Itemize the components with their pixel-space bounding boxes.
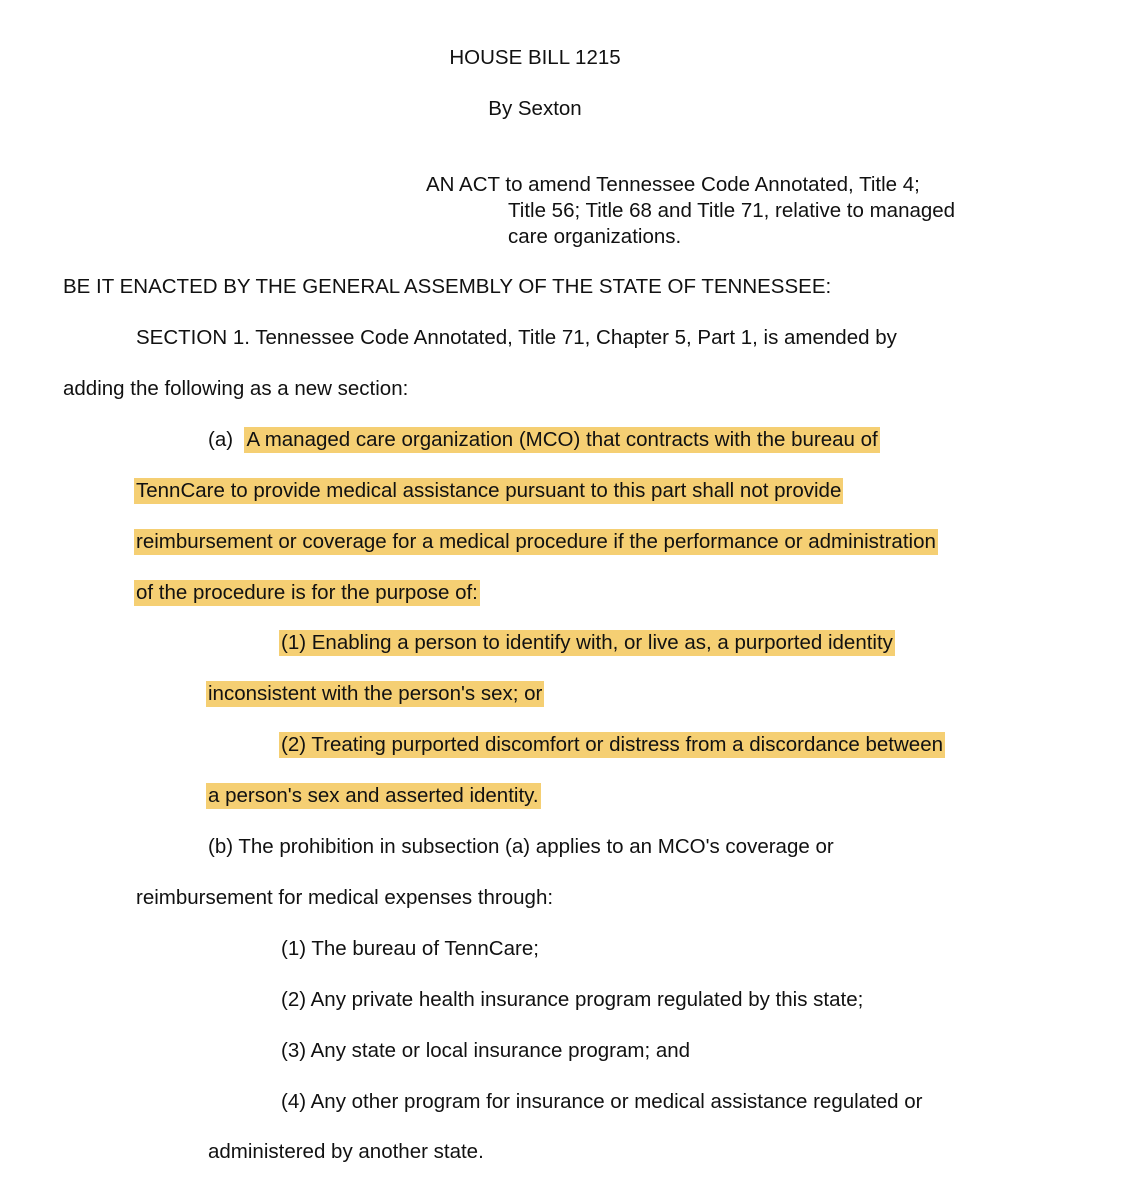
- subsection-a-line: [134, 529, 938, 555]
- subsection-a-item-2: [279, 732, 945, 758]
- caption-line: Title 56; Title 68 and Title 71, relative to managed: [508, 199, 956, 222]
- subsection-b-item-1: (1) The bureau of TennCare;: [281, 937, 539, 960]
- subsection-b-line: reimbursement for medical expenses through:: [136, 886, 554, 909]
- subsection-b-item-2: (2) Any private health insurance program regulated by this state;: [281, 988, 864, 1011]
- highlighted-text: a person's sex and asserted identity.: [208, 784, 539, 807]
- caption-line: AN ACT to amend Tennessee Code Annotated, Title 4;: [426, 173, 920, 196]
- subsection-a-line: [134, 478, 843, 504]
- highlighted-text: (1) Enabling a person to identify with, or live as, a purported identity: [281, 631, 893, 654]
- subsection-b-first-line: (b) The prohibition in subsection (a) applies to an MCO's coverage or: [208, 835, 834, 858]
- highlighted-text: inconsistent with the person's sex; or: [208, 682, 543, 705]
- highlighted-text: of the procedure is for the purpose of:: [136, 581, 478, 604]
- subsection-a-item-1: [279, 630, 895, 656]
- subsection-a-first-line: [208, 427, 880, 453]
- caption-line: care organizations.: [508, 225, 682, 248]
- bill-title: HOUSE BILL 1215: [449, 46, 621, 69]
- section-1-intro: SECTION 1. Tennessee Code Annotated, Title 71, Chapter 5, Part 1, is amended by: [136, 326, 897, 349]
- bill-sponsor: By Sexton: [488, 97, 582, 120]
- highlighted-text: TennCare to provide medical assistance pursuant to this part shall not provide: [136, 479, 842, 502]
- subsection-b-item-4-continued: administered by another state.: [208, 1140, 484, 1163]
- subsection-a-line: [134, 580, 480, 606]
- subsection-a-item-1-continued: [206, 681, 544, 707]
- highlighted-text: (2) Treating purported discomfort or distress from a discordance between: [281, 733, 943, 756]
- subsection-a-item-2-continued: [206, 783, 541, 809]
- section-1-intro-continued: adding the following as a new section:: [63, 377, 409, 400]
- subsection-b-item-4: (4) Any other program for insurance or medical assistance regulated or: [281, 1090, 923, 1113]
- enacting-clause: BE IT ENACTED BY THE GENERAL ASSEMBLY OF THE STATE OF TENNESSEE:: [63, 275, 832, 298]
- subsection-a-label: (a): [208, 428, 234, 451]
- highlighted-text: reimbursement or coverage for a medical procedure if the performance or administration: [136, 530, 936, 553]
- highlighted-text: A managed care organization (MCO) that contracts with the bureau of: [246, 428, 878, 451]
- subsection-b-item-3: (3) Any state or local insurance program; and: [281, 1039, 691, 1062]
